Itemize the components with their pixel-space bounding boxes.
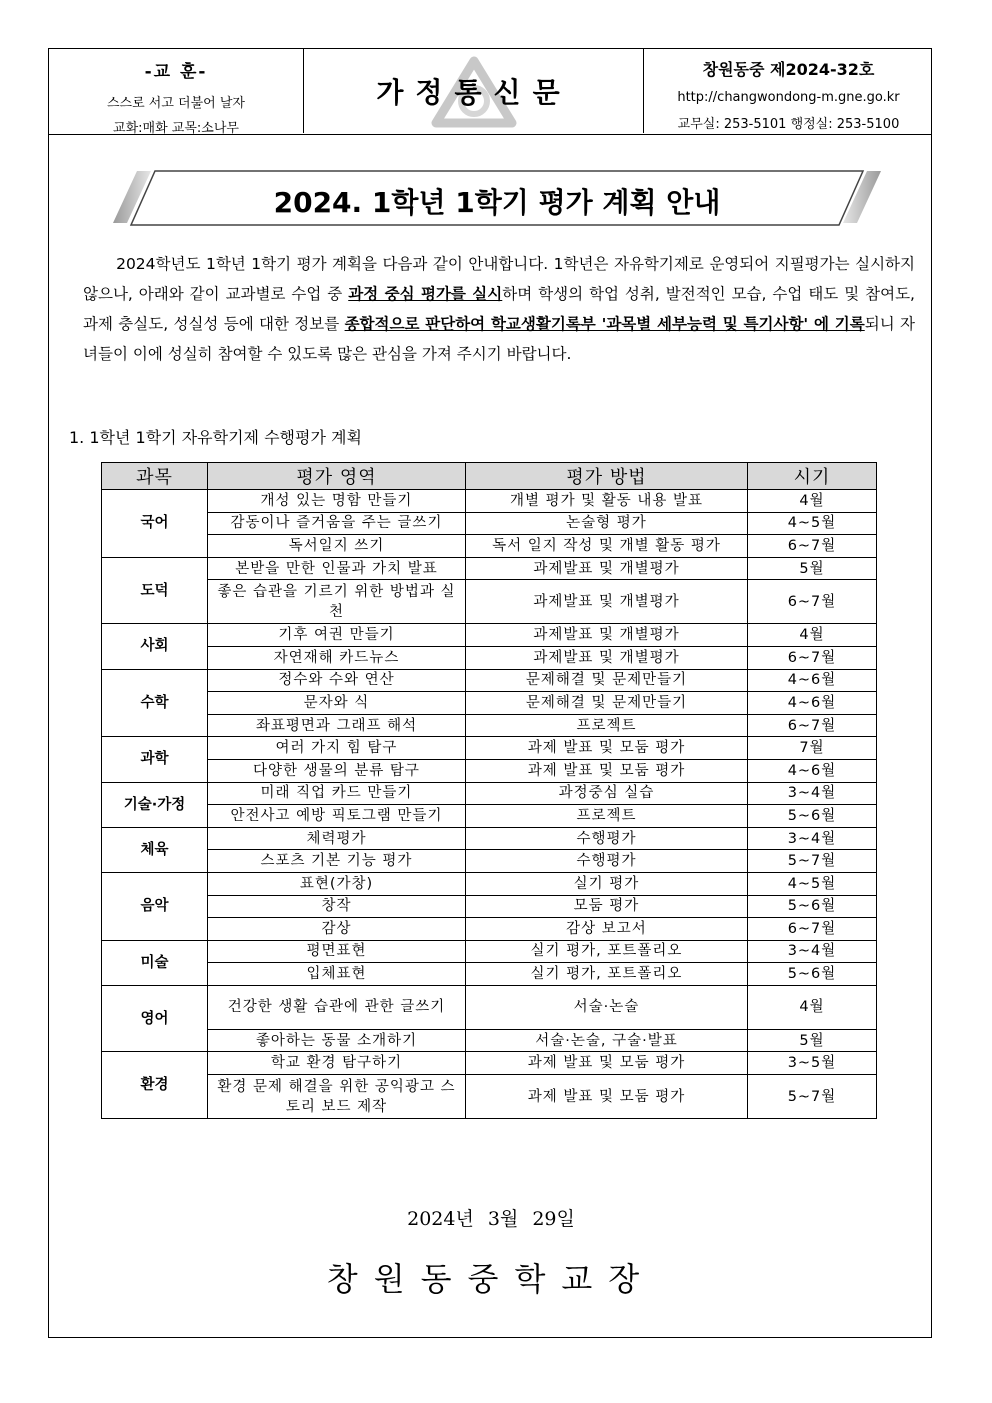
- intro-paragraph: [83, 249, 915, 369]
- table-row: [102, 985, 877, 1029]
- method-cell: 프로젝트: [466, 805, 748, 828]
- principal-signature: 창원동중학교장: [326, 1260, 656, 1298]
- method-cell: 과제 발표 및 모둠 평가: [466, 759, 748, 782]
- table-row: [102, 940, 877, 963]
- table-row: [102, 490, 877, 513]
- period-cell: 4~5월: [748, 872, 877, 895]
- section-heading: 1. 1학년 1학기 자유학기제 수행평가 계획: [69, 428, 362, 447]
- table-row: [102, 669, 877, 692]
- subject-cell: 환경: [102, 1052, 208, 1119]
- table-row: [102, 580, 877, 624]
- area-cell: 개성 있는 명함 만들기: [208, 490, 466, 513]
- paper-title: 가정통신문: [376, 76, 572, 109]
- area-cell: 미래 직업 카드 만들기: [208, 782, 466, 805]
- intro-part-1: 2024학년도 1학년 1학기 평가 계획을 다음과 같이 안내합니다. 1학년은 자유학기제로 운영되어 지필평가는 실시하지 않으나, 아래와 같이 교과별로 수업 중: [83, 255, 915, 303]
- table-header-row: [102, 463, 877, 490]
- area-cell: 감상: [208, 918, 466, 941]
- period-cell: 4월: [748, 490, 877, 513]
- method-cell: 독서 일지 작성 및 개별 활동 평가: [466, 535, 748, 558]
- method-cell: 과제발표 및 개별평가: [466, 624, 748, 647]
- school-url[interactable]: http://changwondong-m.gne.go.kr: [677, 90, 900, 105]
- header-area: 평가 영역: [208, 463, 466, 490]
- method-cell: 수행평가: [466, 827, 748, 850]
- method-cell: 논술형 평가: [466, 512, 748, 535]
- table-row: [102, 759, 877, 782]
- period-cell: 6~7월: [748, 918, 877, 941]
- table-row: [102, 714, 877, 737]
- area-cell: 본받을 만한 인물과 가치 발표: [208, 557, 466, 580]
- subject-cell: 국어: [102, 490, 208, 558]
- intro-part-3: 되니 자녀들이 이에 성실히 참여할 수 있도록 많은 관심을 가져 주시기 바랍니다.: [83, 315, 915, 363]
- period-cell: 6~7월: [748, 535, 877, 558]
- issue-info-box: [644, 49, 933, 133]
- method-cell: 감상 보고서: [466, 918, 748, 941]
- header-method: 평가 방법: [466, 463, 748, 490]
- table-row: [102, 918, 877, 941]
- area-cell: 학교 환경 탐구하기: [208, 1052, 466, 1075]
- area-cell: 스포츠 기본 기능 평가: [208, 850, 466, 873]
- period-cell: 5~7월: [748, 850, 877, 873]
- period-cell: 3~4월: [748, 782, 877, 805]
- period-cell: 6~7월: [748, 714, 877, 737]
- area-cell: 여러 가지 힘 탐구: [208, 737, 466, 760]
- assessment-plan-table: [101, 462, 877, 1119]
- header-subject: 과목: [102, 463, 208, 490]
- table-row: [102, 535, 877, 558]
- area-cell: 표현(가창): [208, 872, 466, 895]
- table-row: [102, 1029, 877, 1052]
- area-cell: 창작: [208, 895, 466, 918]
- table-row: [102, 895, 877, 918]
- area-cell: 안전사고 예방 픽토그램 만들기: [208, 805, 466, 828]
- period-cell: 4~5월: [748, 512, 877, 535]
- intro-emphasis-1: 과정 중심 평가를 실시: [348, 285, 503, 303]
- area-cell: 입체표현: [208, 963, 466, 986]
- issue-date: 2024년 3월 29일: [407, 1208, 575, 1230]
- period-cell: 4~6월: [748, 669, 877, 692]
- method-cell: 서술·논술: [466, 985, 748, 1029]
- area-cell: 좋은 습관을 기르기 위한 방법과 실천: [208, 580, 466, 624]
- area-cell: 독서일지 쓰기: [208, 535, 466, 558]
- office-phones: 교무실: 253-5101 행정실: 253-5100: [677, 117, 900, 132]
- motto-title: -교 훈-: [144, 62, 208, 82]
- area-cell: 체력평가: [208, 827, 466, 850]
- subject-cell: 영어: [102, 985, 208, 1052]
- document-title: 2024. 1학년 1학기 평가 계획 안내: [273, 186, 721, 219]
- table-row: [102, 782, 877, 805]
- method-cell: 과제 발표 및 모둠 평가: [466, 737, 748, 760]
- table-row: [102, 1052, 877, 1075]
- area-cell: 기후 여권 만들기: [208, 624, 466, 647]
- period-cell: 5~6월: [748, 963, 877, 986]
- subject-cell: 수학: [102, 669, 208, 737]
- period-cell: 5~6월: [748, 895, 877, 918]
- period-cell: 7월: [748, 737, 877, 760]
- period-cell: 3~5월: [748, 1052, 877, 1075]
- table-row: [102, 827, 877, 850]
- table-row: [102, 512, 877, 535]
- subject-cell: 기술·가정: [102, 782, 208, 827]
- method-cell: 과정중심 실습: [466, 782, 748, 805]
- method-cell: 서술·논술, 구술·발표: [466, 1029, 748, 1052]
- subject-cell: 도덕: [102, 557, 208, 624]
- table-row: [102, 963, 877, 986]
- method-cell: 과제발표 및 개별평가: [466, 580, 748, 624]
- paper-title-box: [304, 49, 644, 133]
- header-period: 시기: [748, 463, 877, 490]
- method-cell: 실기 평가, 포트폴리오: [466, 963, 748, 986]
- table-row: [102, 646, 877, 669]
- area-cell: 좋아하는 동물 소개하기: [208, 1029, 466, 1052]
- period-cell: 4~6월: [748, 692, 877, 715]
- method-cell: 개별 평가 및 활동 내용 발표: [466, 490, 748, 513]
- school-symbols: 교화:매화 교목:소나무: [113, 121, 239, 136]
- period-cell: 5~7월: [748, 1075, 877, 1119]
- table-body: [102, 490, 877, 1119]
- subject-cell: 체육: [102, 827, 208, 872]
- issue-number: 창원동중 제2024-32호: [702, 60, 875, 79]
- area-cell: 환경 문제 해결을 위한 공익광고 스토리 보드 제작: [208, 1075, 466, 1119]
- table-row: [102, 850, 877, 873]
- period-cell: 6~7월: [748, 646, 877, 669]
- period-cell: 4월: [748, 985, 877, 1029]
- newsletter-header: [49, 49, 931, 135]
- method-cell: 과제 발표 및 모둠 평가: [466, 1052, 748, 1075]
- intro-emphasis-2: 종합적으로 판단하여 학교생활기록부 '과목별 세부능력 및 특기사항' 에 기록: [344, 315, 865, 333]
- area-cell: 감동이나 즐거움을 주는 글쓰기: [208, 512, 466, 535]
- table-row: [102, 624, 877, 647]
- method-cell: 실기 평가, 포트폴리오: [466, 940, 748, 963]
- table-row: [102, 737, 877, 760]
- area-cell: 좌표평면과 그래프 해석: [208, 714, 466, 737]
- table-row: [102, 805, 877, 828]
- period-cell: 6~7월: [748, 580, 877, 624]
- method-cell: 과제발표 및 개별평가: [466, 646, 748, 669]
- motto-text: 스스로 서고 더불어 날자: [107, 96, 245, 111]
- method-cell: 문제해결 및 문제만들기: [466, 669, 748, 692]
- subject-cell: 미술: [102, 940, 208, 985]
- newsletter-frame: [48, 48, 932, 1338]
- subject-cell: 사회: [102, 624, 208, 669]
- area-cell: 건강한 생활 습관에 관한 글쓰기: [208, 985, 466, 1029]
- period-cell: 5월: [748, 557, 877, 580]
- method-cell: 모둠 평가: [466, 895, 748, 918]
- area-cell: 정수와 수와 연산: [208, 669, 466, 692]
- period-cell: 4월: [748, 624, 877, 647]
- table-row: [102, 692, 877, 715]
- table-row: [102, 872, 877, 895]
- school-motto-box: [49, 49, 304, 136]
- period-cell: 4~6월: [748, 759, 877, 782]
- method-cell: 과제 발표 및 모둠 평가: [466, 1075, 748, 1119]
- area-cell: 자연재해 카드뉴스: [208, 646, 466, 669]
- area-cell: 평면표현: [208, 940, 466, 963]
- area-cell: 다양한 생물의 분류 탐구: [208, 759, 466, 782]
- period-cell: 5~6월: [748, 805, 877, 828]
- method-cell: 문제해결 및 문제만들기: [466, 692, 748, 715]
- title-banner: [107, 167, 887, 229]
- table-row: [102, 557, 877, 580]
- intro-part-2: 하며 학생의 학업 성취, 발전적인 모습, 수업 태도 및 참여도, 과제 충실도, 성실성 등에 대한 정보를: [83, 285, 915, 333]
- table-row: [102, 1075, 877, 1119]
- method-cell: 프로젝트: [466, 714, 748, 737]
- method-cell: 과제발표 및 개별평가: [466, 557, 748, 580]
- subject-cell: 음악: [102, 872, 208, 940]
- period-cell: 5월: [748, 1029, 877, 1052]
- method-cell: 수행평가: [466, 850, 748, 873]
- area-cell: 문자와 식: [208, 692, 466, 715]
- subject-cell: 과학: [102, 737, 208, 782]
- method-cell: 실기 평가: [466, 872, 748, 895]
- period-cell: 3~4월: [748, 940, 877, 963]
- period-cell: 3~4월: [748, 827, 877, 850]
